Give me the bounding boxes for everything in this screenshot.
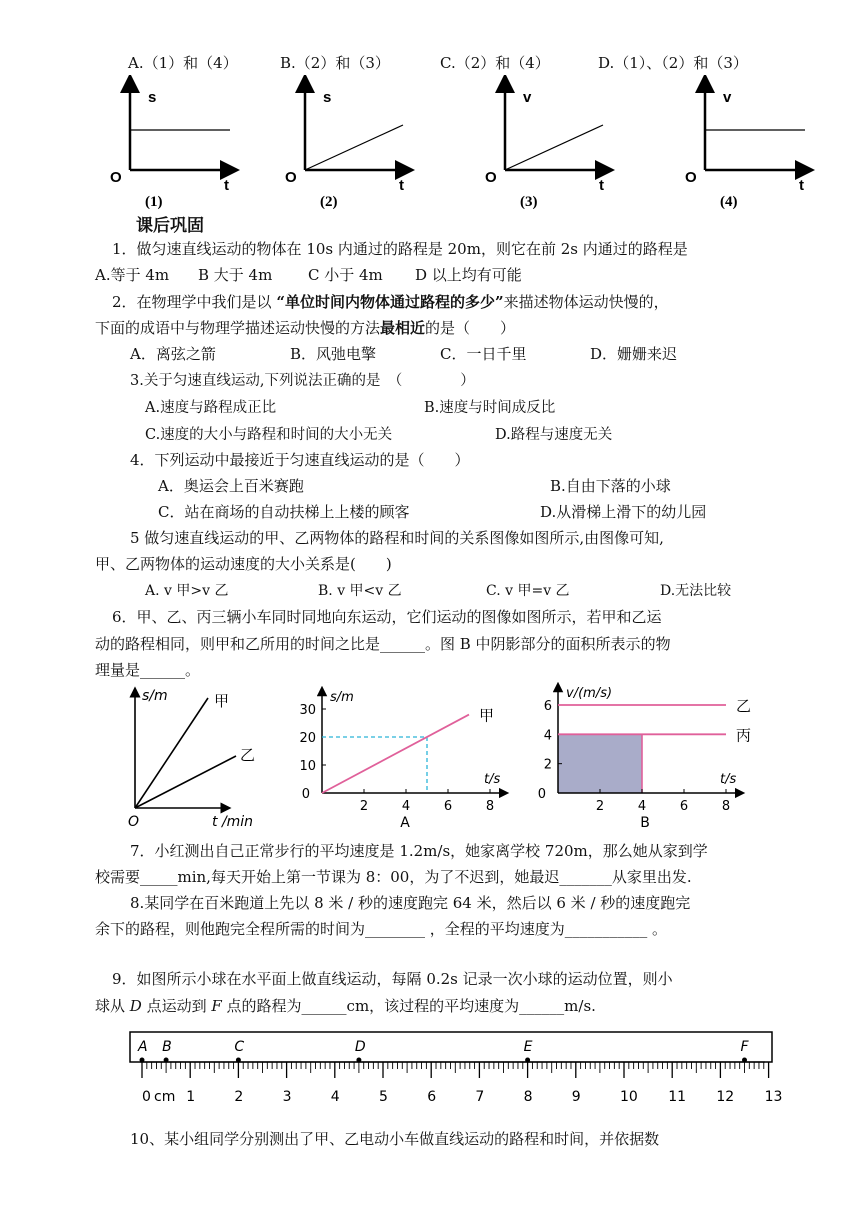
mini-graph-t-label: t	[399, 177, 404, 194]
x-tick-label: 6	[679, 799, 689, 814]
ruler-number: 5	[379, 1089, 388, 1105]
q8-line2: 余下的路程，则他跑完全程所需的时间为________ ，全程的平均速度为___________ 。	[95, 920, 668, 938]
q5-option-c: C. v 甲=v 乙	[486, 583, 570, 599]
ruler-point-label: A	[138, 1039, 148, 1055]
mini-graph-ylabel: v	[723, 89, 732, 106]
q5-option-b: B. v 甲<v 乙	[318, 583, 402, 599]
series-label-2: 丙	[736, 726, 752, 745]
ruler-unit: cm	[154, 1089, 176, 1105]
q7-line1: 7．小红测出自己正常步行的平均速度是 1.2m/s，她家离学校 720m，那么她从家到学	[130, 842, 708, 860]
origin-label: 0	[301, 787, 310, 802]
q3-option-b: B.速度与时间成反比	[424, 400, 556, 416]
mini-graph-1	[110, 83, 230, 210]
ruler-number: 8	[523, 1089, 533, 1105]
series-label-1: 甲	[479, 706, 495, 725]
y-tick-label: 10	[299, 759, 316, 774]
q6-line1: 6．甲、乙、丙三辆小车同时同地向东运动，它们运动的图像如图所示，若甲和乙运	[112, 608, 662, 626]
fig-left-xlabel: t /min	[212, 814, 254, 830]
q6-line3: 理量是______。	[95, 661, 201, 679]
mini-graph-3	[485, 83, 605, 210]
mini-graph-line	[305, 125, 403, 170]
q9-l2c: 点的路程为______cm，该过程的平均速度为______m/s.	[221, 997, 596, 1015]
y-axis-label: v/(m/s)	[566, 686, 613, 701]
q3-text: 3.关于匀速直线运动,下列说法正确的是 （ ）	[130, 373, 475, 389]
ruler-number: 1	[186, 1089, 196, 1105]
q9-line2	[95, 995, 596, 1016]
mini-graph-origin: O	[485, 169, 497, 186]
q4-option-a: A．奥运会上百米赛跑	[158, 477, 304, 495]
q1-text: 1．做匀速直线运动的物体在 10s 内通过的路程是 20m，则它在前 2s 内通过的路程是	[112, 240, 688, 258]
y-tick-label: 4	[543, 728, 552, 744]
series-label-1: 乙	[736, 697, 752, 715]
y-tick-label: 6	[543, 699, 552, 714]
x-axis-label: t/s	[484, 772, 501, 787]
fig-left-origin: O	[128, 814, 140, 830]
fig-left	[128, 688, 255, 830]
mini-graph-t-label: t	[224, 177, 229, 194]
q3-option-d: D.路程与速度无关	[495, 427, 613, 443]
mini-graph-t-label: t	[799, 177, 804, 194]
chart-b	[538, 686, 751, 831]
ruler-point-label: B	[162, 1039, 172, 1055]
ruler-point	[742, 1058, 747, 1063]
x-tick-label: 8	[485, 799, 495, 814]
fig-left-ylabel: s/m	[142, 688, 168, 704]
mini-graph-caption: (2)	[320, 194, 338, 210]
ruler-number: 13	[764, 1089, 783, 1105]
x-tick-label: 6	[443, 799, 453, 814]
ruler	[0, 1028, 860, 1118]
y-tick-label: 20	[299, 731, 316, 746]
q4-option-c: C．站在商场的自动扶梯上上楼的顾客	[158, 503, 410, 521]
q5-line2: 甲、乙两物体的运动速度的大小关系是( )	[95, 555, 392, 573]
mini-graph-caption: (4)	[720, 194, 738, 210]
chart-caption: A	[400, 815, 410, 831]
mini-graph-ylabel: v	[523, 89, 532, 106]
q2-option-c: C．一日千里	[440, 345, 527, 363]
q6-line2: 动的路程相同，则甲和乙所用的时间之比是______。图 B 中阴影部分的面积所表示的物	[95, 635, 671, 653]
chart-a	[299, 690, 504, 831]
fig-left-series-yi: 乙	[240, 746, 256, 764]
ruler-point-label: E	[523, 1039, 533, 1055]
fig-left-series-jia: 甲	[214, 692, 230, 710]
q9-l2b: 点运动到	[141, 997, 212, 1015]
q6-figures	[0, 678, 860, 838]
q2-emph: “单位时间内物体通过路程的多少”	[276, 293, 504, 311]
section-title: 课后巩固	[136, 216, 204, 236]
ruler-number: 4	[330, 1089, 340, 1105]
ruler-number: 9	[571, 1089, 581, 1105]
q2-line1	[112, 291, 669, 312]
q4-text: 4．下列运动中最接近于匀速直线运动的是（ ）	[130, 451, 470, 469]
q1-option-c: C 小于 4m	[308, 266, 383, 284]
ruler-point-label: C	[234, 1039, 245, 1055]
y-tick-label: 30	[299, 703, 316, 718]
q9-l2a: 球从	[95, 997, 130, 1015]
ruler-number: 6	[427, 1089, 437, 1105]
q8-line1: 8.某同学在百米跑道上先以 8 米 / 秒的速度跑完 64 米，然后以 6 米 / 秒的速度跑完	[130, 894, 691, 912]
q5-option-d: D.无法比较	[660, 583, 732, 599]
mini-graph-4	[685, 83, 805, 210]
mini-graph-origin: O	[285, 169, 297, 186]
mini-graphs	[0, 75, 860, 215]
mini-graph-t-label: t	[599, 177, 604, 194]
mini-graph-2	[285, 83, 405, 210]
ruler-point-label: F	[740, 1039, 749, 1055]
q9-point-d: D	[129, 997, 142, 1015]
ruler-point	[140, 1058, 145, 1063]
x-tick-label: 2	[359, 799, 369, 814]
ruler-number: 3	[282, 1089, 292, 1105]
q5-line1: 5 做匀速直线运动的甲、乙两物体的路程和时间的关系图像如图所示,由图像可知,	[130, 529, 664, 547]
ruler-number: 7	[475, 1089, 485, 1105]
x-axis-label: t/s	[720, 772, 737, 787]
mini-graph-origin: O	[685, 169, 697, 186]
mini-graph-line	[505, 125, 603, 170]
series-line-1	[322, 715, 469, 793]
q2-option-a: A．离弦之箭	[130, 345, 216, 363]
ruler-point	[525, 1058, 530, 1063]
q1-option-a: A.等于 4m	[95, 266, 170, 284]
shaded-area	[558, 734, 642, 793]
origin-label: 0	[537, 787, 546, 802]
q1-option-b: B 大于 4m	[198, 266, 273, 284]
ruler-number: 10	[620, 1089, 638, 1105]
chart-caption: B	[640, 815, 650, 831]
q9-line1: 9．如图所示小球在水平面上做直线运动，每隔 0.2s 记录一次小球的运动位置，则小	[112, 970, 673, 988]
q10-text: 10、某小组同学分别测出了甲、乙电动小车做直线运动的路程和时间，并依据数	[130, 1130, 660, 1148]
option-c-top: C.（2）和（4）	[440, 54, 550, 72]
option-b-top: B.（2）和（3）	[280, 54, 390, 72]
q3-option-c: C.速度的大小与路程和时间的大小无关	[145, 427, 393, 443]
y-tick-label: 2	[543, 757, 552, 773]
q4-option-d: D.从滑梯上滑下的幼儿园	[540, 503, 707, 521]
ruler-body	[130, 1032, 772, 1062]
q9-point-f: F	[211, 997, 222, 1015]
mini-graph-origin: O	[110, 169, 122, 186]
q2-line2-emph: 最相近	[380, 319, 426, 337]
q2-option-b: B．风弛电擎	[290, 345, 377, 363]
ruler-number: 11	[668, 1089, 687, 1105]
q7-line2: 校需要_____min,每天开始上第一节课为 8：00，为了不迟到，她最迟_______从家里出发.	[95, 868, 692, 886]
mini-graph-caption: (1)	[145, 194, 163, 210]
q2-line2-pre: 下面的成语中与物理学描述运动快慢的方法	[95, 319, 381, 337]
ruler-point	[236, 1058, 241, 1063]
y-axis-label: s/m	[330, 690, 354, 705]
q4-option-b: B.自由下落的小球	[550, 477, 671, 495]
q2-option-d: D．姗姗来迟	[590, 345, 678, 363]
ruler-point	[356, 1058, 361, 1063]
q2-line2-post: 的是（ ）	[425, 319, 516, 337]
q2-post: 来描述物体运动快慢的，	[503, 293, 669, 311]
x-tick-label: 4	[637, 799, 647, 814]
x-tick-label: 8	[721, 799, 731, 814]
option-d-top: D.（1）、（2）和（3）	[598, 54, 748, 72]
q2-line2	[95, 317, 515, 338]
ruler-point-label: D	[354, 1039, 366, 1055]
ruler-point	[164, 1058, 169, 1063]
q1-option-d: D 以上均有可能	[415, 266, 522, 284]
x-tick-label: 2	[595, 799, 605, 814]
ruler-number: 0	[142, 1089, 151, 1105]
option-a-top: A.（1）和（4）	[128, 54, 238, 72]
q3-option-a: A.速度与路程成正比	[145, 400, 277, 416]
mini-graph-caption: (3)	[520, 194, 538, 210]
x-tick-label: 4	[401, 799, 411, 814]
mini-graph-ylabel: s	[323, 89, 332, 106]
mini-graph-ylabel: s	[148, 89, 157, 106]
ruler-number: 12	[716, 1089, 735, 1105]
q2-pre: 2．在物理学中我们是以	[112, 293, 277, 311]
ruler-number: 2	[234, 1089, 244, 1105]
q5-option-a: A. v 甲>v 乙	[145, 583, 229, 599]
